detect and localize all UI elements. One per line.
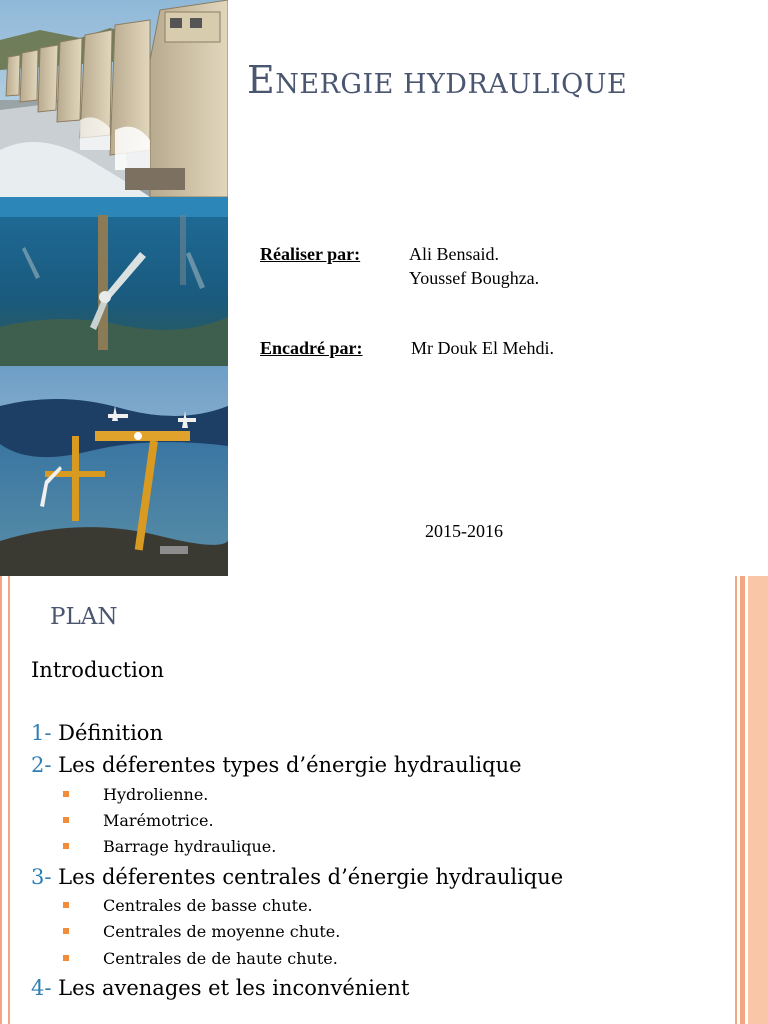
sub-item bbox=[63, 896, 313, 915]
right-decor-stripes bbox=[735, 576, 768, 1024]
sub-item bbox=[63, 811, 214, 830]
bullet-icon bbox=[63, 928, 69, 934]
plan-item-number: 1- bbox=[31, 721, 52, 745]
sub-item bbox=[63, 922, 340, 941]
plan-item-number: 2- bbox=[31, 753, 52, 777]
sub-item-text: Barrage hydraulique. bbox=[103, 837, 277, 856]
bullet-icon bbox=[63, 955, 69, 961]
plan-heading: PLAN bbox=[50, 604, 118, 630]
plan-item-number: 4- bbox=[31, 976, 52, 1000]
dam-photo bbox=[0, 0, 228, 197]
sub-item bbox=[63, 785, 208, 804]
title-rest: NERGIE HYDRAULIQUE bbox=[275, 69, 628, 100]
title-initial: E bbox=[247, 58, 276, 102]
sub-item bbox=[63, 949, 338, 968]
plan-slide bbox=[0, 576, 768, 1024]
plan-item-3 bbox=[31, 865, 563, 889]
bullet-icon bbox=[63, 843, 69, 849]
plan-item-2 bbox=[31, 753, 522, 777]
plan-item-4 bbox=[31, 976, 409, 1000]
plan-introduction: Introduction bbox=[31, 658, 164, 682]
sub-item-text: Centrales de moyenne chute. bbox=[103, 922, 341, 941]
bullet-icon bbox=[63, 817, 69, 823]
plan-item-1 bbox=[31, 721, 163, 745]
left-decor-stripe bbox=[0, 576, 10, 1024]
author-2: Youssef Boughza. bbox=[409, 268, 540, 288]
tidal-turbine-structure-photo bbox=[0, 366, 228, 576]
sub-item-text: Centrales de de haute chute. bbox=[103, 949, 338, 968]
realiser-label: Réaliser par: bbox=[260, 244, 361, 264]
sub-item bbox=[63, 837, 276, 856]
plan-item-text: Les avenages et les inconvénient bbox=[51, 976, 410, 1000]
image-strip bbox=[0, 0, 228, 576]
encadre-label: Encadré par: bbox=[260, 338, 363, 358]
plan-item-text: Les déferentes types d’énergie hydraulique bbox=[51, 753, 522, 777]
supervisor-name: Mr Douk El Mehdi. bbox=[411, 338, 554, 358]
sub-item-text: Marémotrice. bbox=[103, 811, 214, 830]
presentation-title bbox=[247, 58, 627, 102]
underwater-tidal-turbine-photo bbox=[0, 197, 228, 366]
plan-item-number: 3- bbox=[31, 865, 52, 889]
bullet-icon bbox=[63, 902, 69, 908]
plan-item-text: Les déferentes centrales d’énergie hydraulique bbox=[51, 865, 564, 889]
sub-item-text: Centrales de basse chute. bbox=[103, 896, 313, 915]
author-1: Ali Bensaid. bbox=[409, 244, 499, 264]
bullet-icon bbox=[63, 791, 69, 797]
plan-item-text: Définition bbox=[51, 721, 163, 745]
sub-item-text: Hydrolienne. bbox=[103, 785, 209, 804]
academic-year: 2015-2016 bbox=[425, 521, 503, 541]
